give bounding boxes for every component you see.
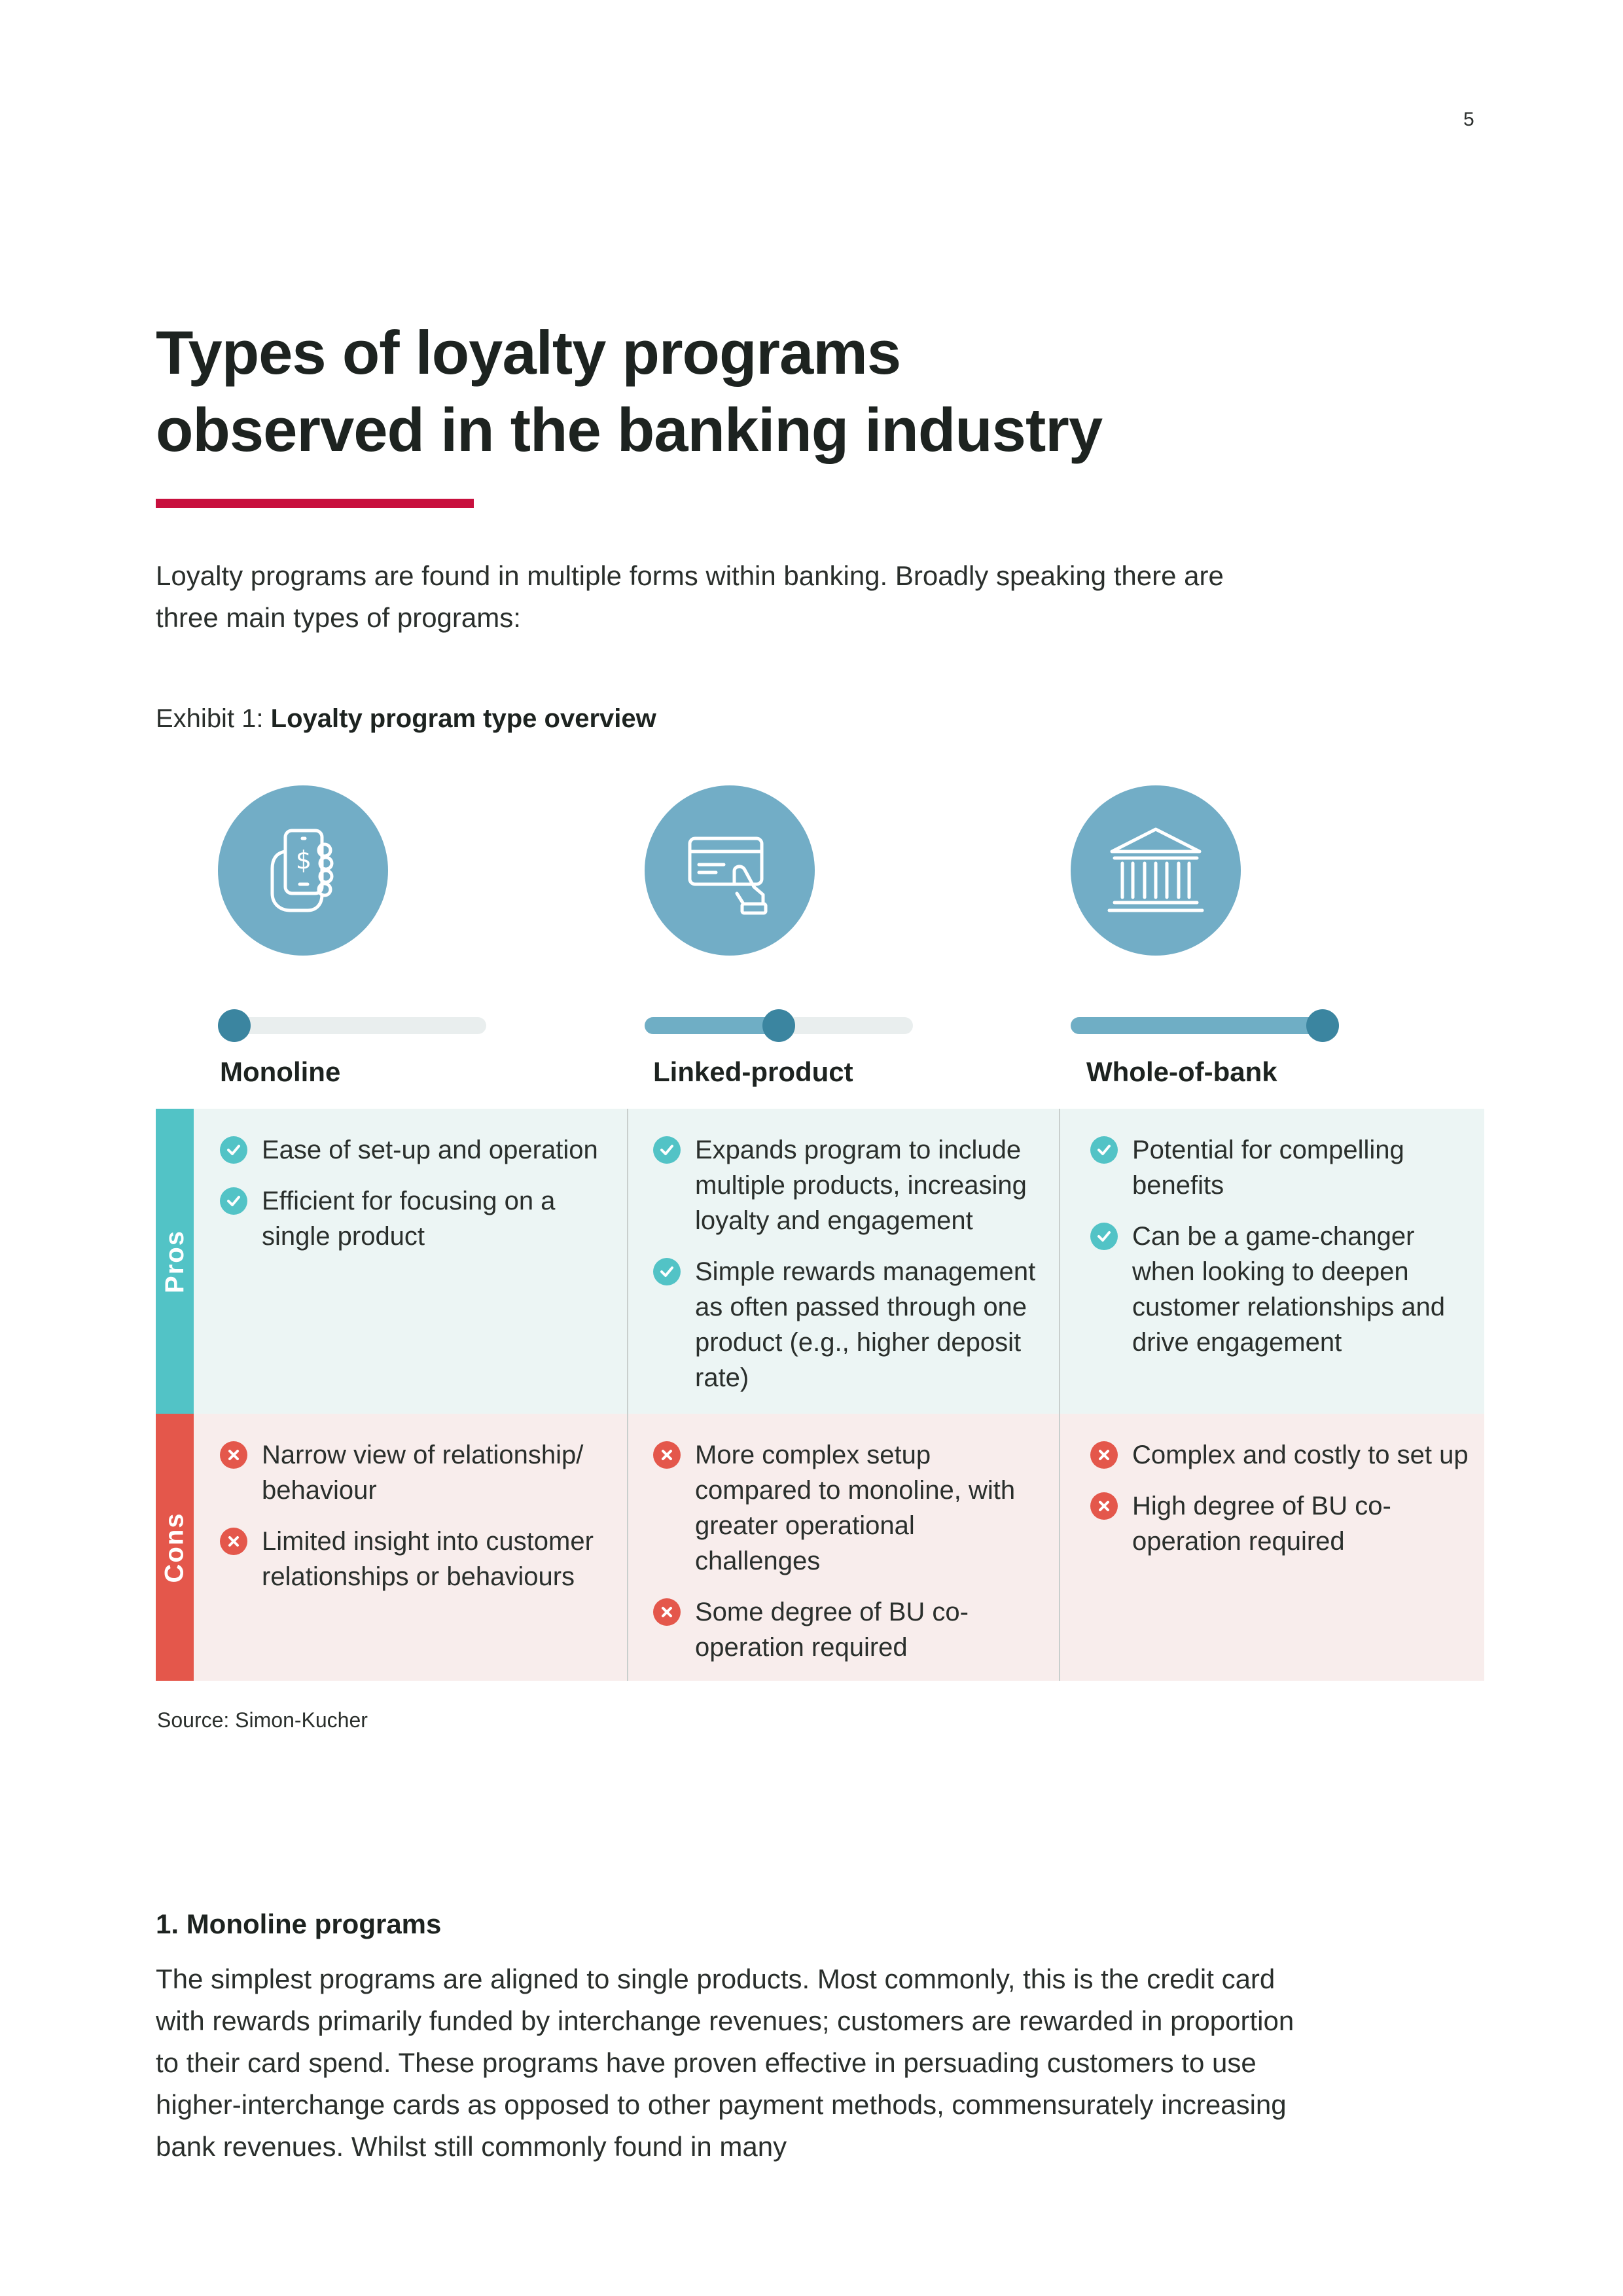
section-heading: 1. Monoline programs	[156, 1909, 442, 1939]
pros-label: Pros	[160, 1229, 189, 1293]
bank-building-icon	[1071, 785, 1241, 956]
pros-cell-linked-product	[653, 1132, 1046, 1411]
pro-item-text: Efficient for focusing on a single product	[262, 1187, 556, 1251]
check-icon	[220, 1136, 247, 1164]
exhibit-title: Loyalty program type overview	[270, 704, 656, 733]
pro-item-text: Can be a game-changer when looking to deepen customer relationships and drive engagement	[1132, 1222, 1446, 1357]
pro-item	[653, 1132, 1046, 1238]
cross-icon	[1090, 1441, 1118, 1469]
con-item	[220, 1524, 613, 1594]
column-divider	[1059, 1109, 1060, 1681]
scope-slider-fill	[1071, 1017, 1323, 1034]
con-item	[1090, 1488, 1476, 1559]
scope-slider-linked-product	[645, 1017, 913, 1034]
column-heading-monoline: Monoline	[220, 1056, 341, 1087]
cons-cell-monoline	[220, 1437, 613, 1610]
pro-item	[220, 1183, 613, 1254]
column-heading-linked-product: Linked-product	[653, 1056, 853, 1087]
section-body: The simplest programs are aligned to single products. Most commonly, this is the credit card with rewards primarily funded by interchange revenues; customers are rewarded in proportion to their card spend. These programs have proven effective in persuading customers to use higher-interchange cards as opposed to other payment methods, commensurately increasing bank revenues. Whilst still commonly found in many	[156, 1964, 1294, 2162]
source-note: Source: Simon-Kucher	[157, 1708, 368, 1732]
check-icon	[220, 1187, 247, 1215]
check-icon	[653, 1258, 681, 1285]
con-item-text: Narrow view of relationship/ behaviour	[262, 1441, 584, 1505]
con-item	[220, 1437, 613, 1508]
pro-item	[220, 1132, 613, 1168]
exhibit-prefix: Exhibit 1:	[156, 704, 271, 733]
con-item	[653, 1594, 1046, 1665]
pro-item-text: Ease of set-up and operation	[262, 1136, 598, 1164]
pros-cell-monoline	[220, 1132, 613, 1270]
cons-row-label	[156, 1414, 194, 1681]
hand-holding-card-icon	[645, 785, 815, 956]
pros-cons-table	[156, 1109, 1484, 1681]
pro-item	[653, 1254, 1046, 1395]
title-line-1: Types of loyalty programs	[156, 318, 901, 387]
pros-cell-whole-of-bank	[1090, 1132, 1476, 1376]
con-item	[1090, 1437, 1476, 1473]
con-item-text: Complex and costly to set up	[1132, 1441, 1469, 1469]
title-accent-rule	[156, 499, 474, 508]
cross-icon	[220, 1441, 247, 1469]
pros-row-label	[156, 1109, 194, 1414]
cross-icon	[653, 1441, 681, 1469]
cons-label: Cons	[160, 1512, 189, 1583]
page-number: 5	[1463, 109, 1474, 130]
con-item	[653, 1437, 1046, 1579]
scope-slider-knob	[218, 1009, 251, 1042]
scope-slider-knob	[1306, 1009, 1339, 1042]
page-title	[156, 314, 1102, 469]
con-item-text: High degree of BU co-operation required	[1132, 1492, 1391, 1556]
cross-icon	[653, 1598, 681, 1626]
column-divider	[627, 1109, 628, 1681]
cross-icon	[220, 1528, 247, 1555]
con-item-text: Some degree of BU co-operation required	[695, 1598, 969, 1662]
pro-item-text: Potential for compelling benefits	[1132, 1136, 1404, 1200]
check-icon	[1090, 1136, 1118, 1164]
title-line-2: observed in the banking industry	[156, 395, 1103, 464]
svg-text:$: $	[295, 846, 312, 874]
check-icon	[1090, 1223, 1118, 1250]
pro-item-text: Expands program to include multiple products, increasing loyalty and engagement	[695, 1136, 1027, 1235]
cons-cell-linked-product	[653, 1437, 1046, 1681]
scope-slider-knob	[762, 1009, 795, 1042]
scope-slider-whole-of-bank	[1071, 1017, 1339, 1034]
scope-slider-monoline	[218, 1017, 486, 1034]
con-item-text: Limited insight into customer relationships or behaviours	[262, 1527, 594, 1591]
intro-paragraph: Loyalty programs are found in multiple forms within banking. Broadly speaking there are three main types of programs:	[156, 560, 1224, 633]
pro-item	[1090, 1132, 1476, 1203]
pro-item-text: Simple rewards management as often passed through one product (e.g., higher deposit rate)	[695, 1257, 1036, 1392]
con-item-text: More complex setup compared to monoline, with greater operational challenges	[695, 1441, 1016, 1575]
exhibit-caption	[156, 704, 656, 734]
cons-cell-whole-of-bank	[1090, 1437, 1476, 1575]
column-heading-whole-of-bank: Whole-of-bank	[1086, 1056, 1277, 1087]
scope-slider-fill	[645, 1017, 779, 1034]
pro-item	[1090, 1219, 1476, 1360]
check-icon	[653, 1136, 681, 1164]
hand-holding-phone-dollar-icon	[218, 785, 388, 956]
cross-icon	[1090, 1492, 1118, 1520]
